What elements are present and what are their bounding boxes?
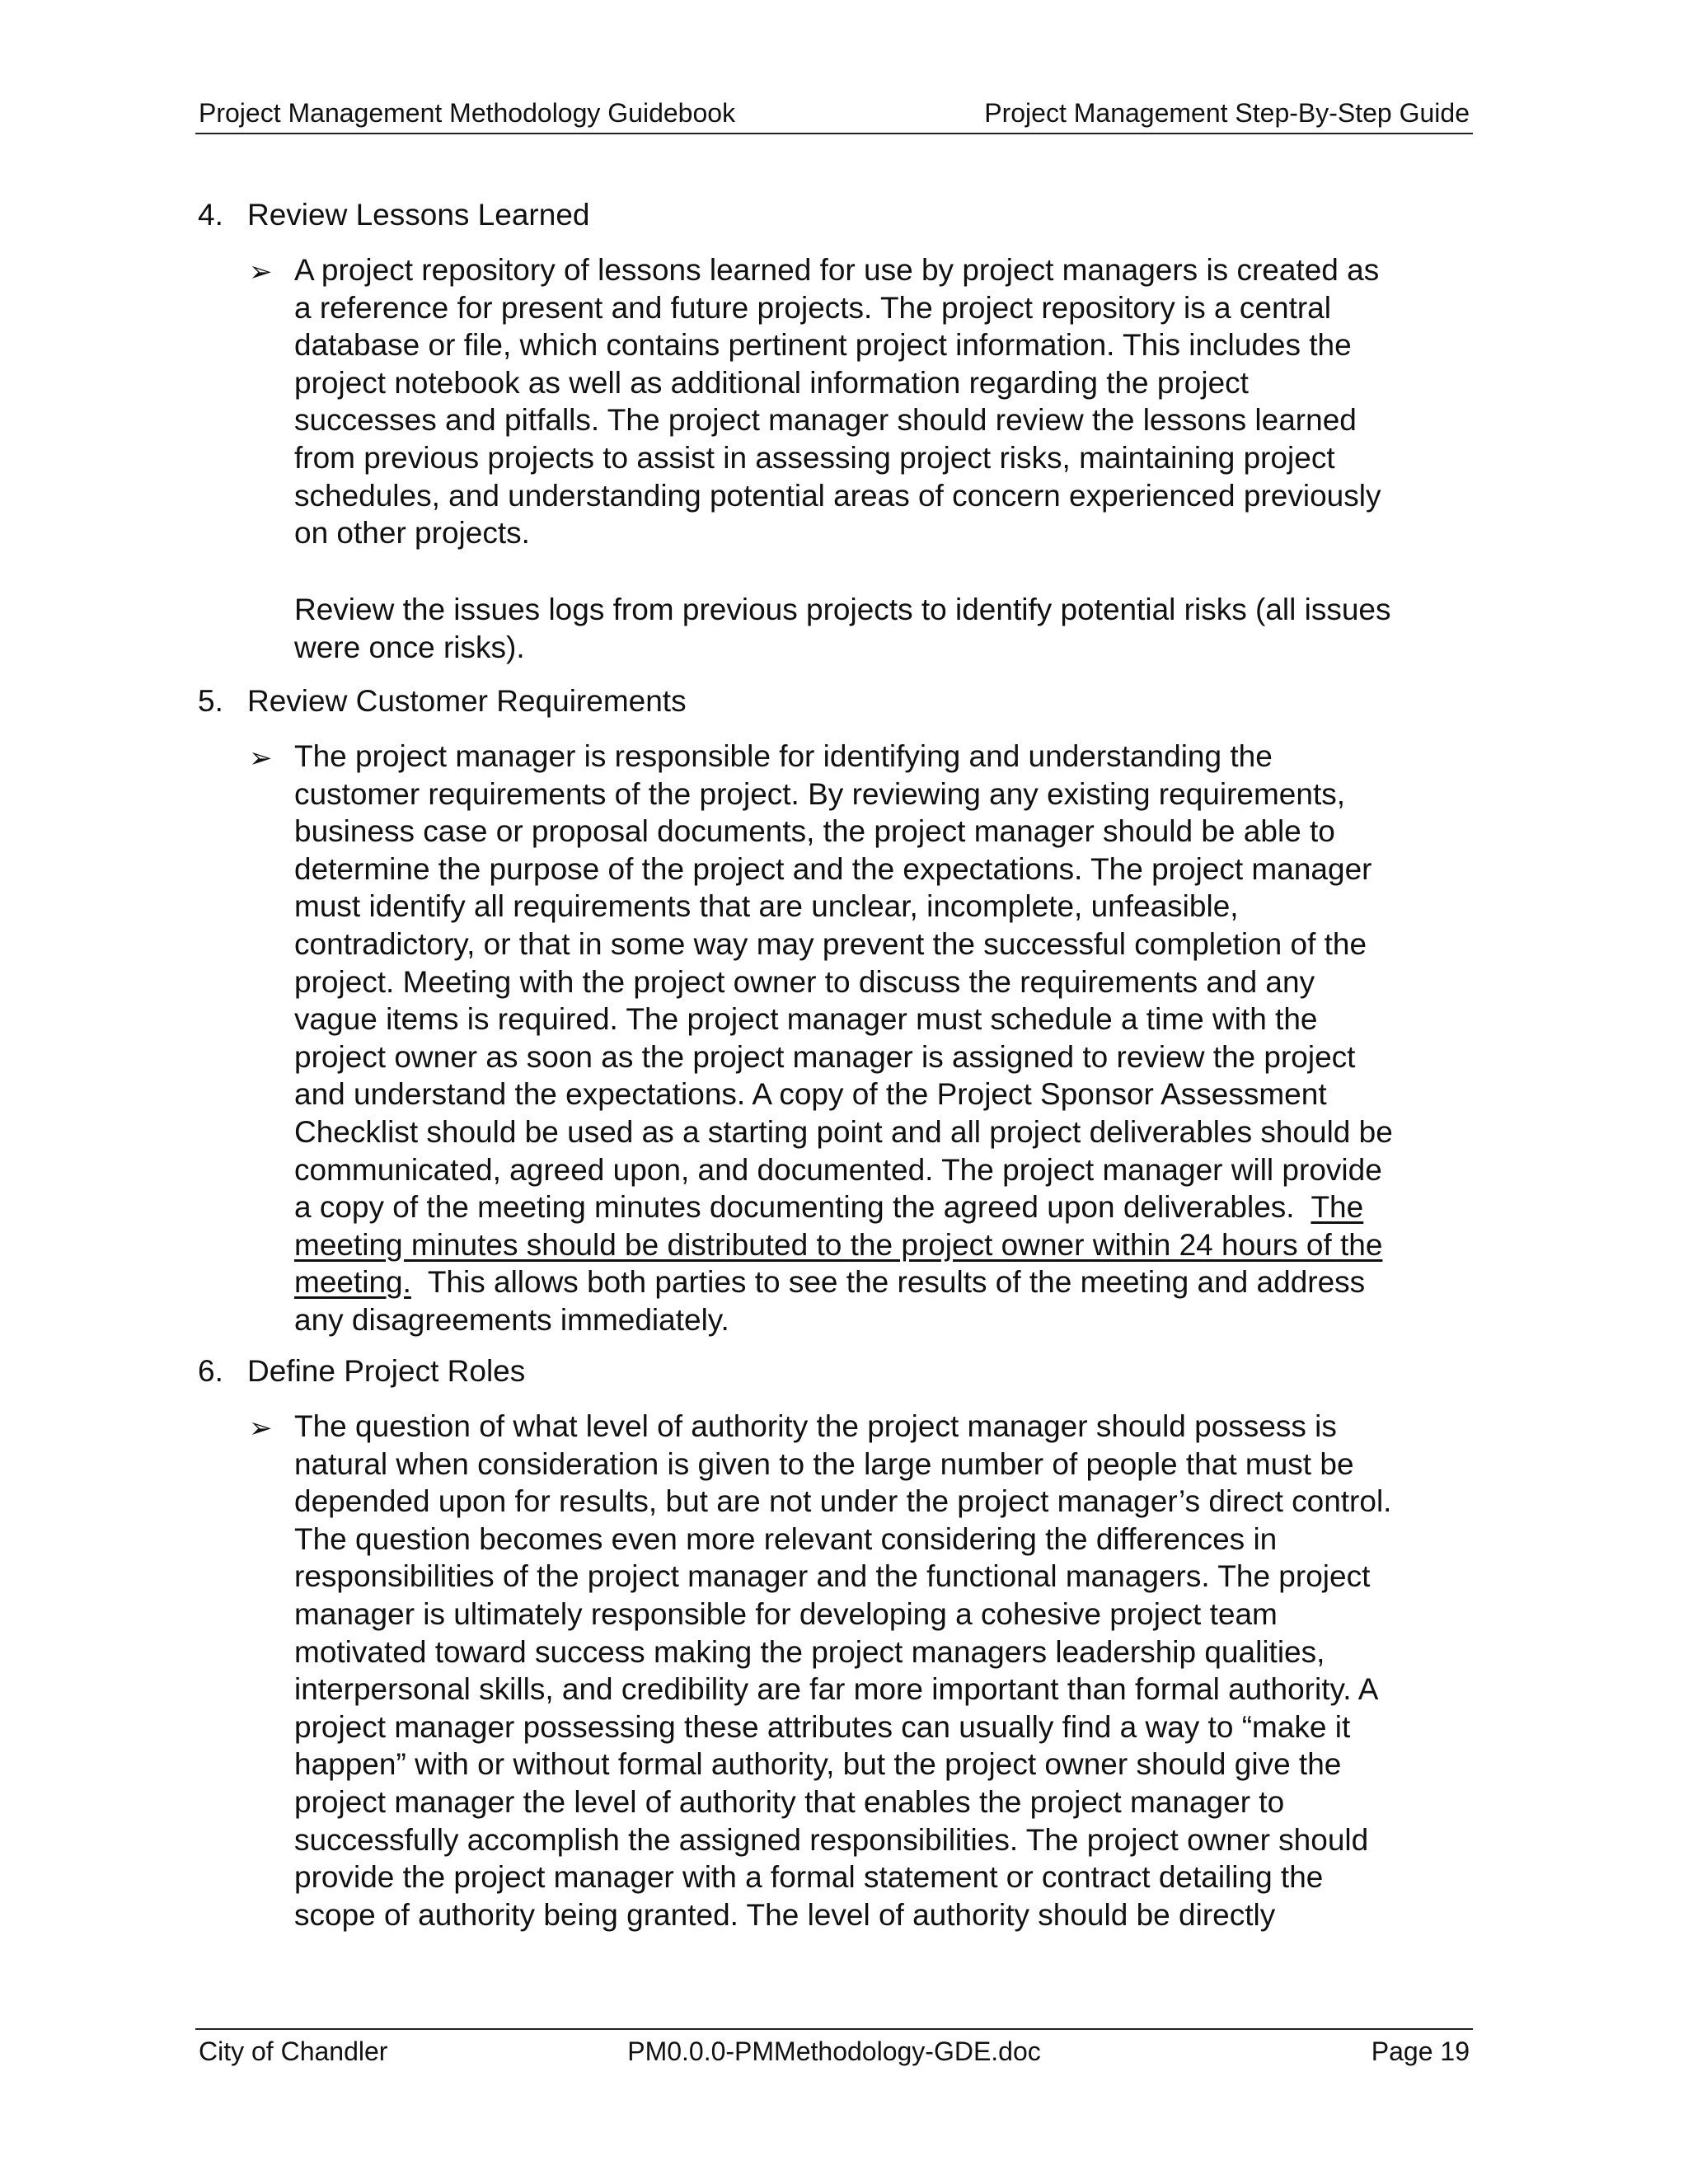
section-6-heading: [198, 1352, 525, 1390]
text-line: responsibilities of the project manager and the functional managers. The project: [294, 1559, 1371, 1594]
section-4-paragraph-2: [294, 591, 1481, 666]
text-line: The question of what level of authority the project manager should possess is: [294, 1409, 1337, 1443]
text-line: business case or proposal documents, the project manager should be able to: [294, 814, 1335, 849]
text-line: project manager possessing these attributes can usually find a way to “make it: [294, 1709, 1351, 1744]
text-line: schedules, and understanding potential areas of concern experienced previously: [294, 478, 1381, 513]
text-line: project manager the level of authority that enables the project manager to: [294, 1784, 1285, 1819]
text-line: happen” with or without formal authority, but the project owner should give the: [294, 1747, 1342, 1782]
text-line: from previous projects to assist in assessing project risks, maintaining project: [294, 440, 1335, 475]
text-line: scope of authority being granted. The level of authority should be directly: [294, 1897, 1276, 1932]
section-5-heading: [198, 682, 687, 720]
header-left-title: Project Management Methodology Guidebook: [199, 98, 736, 128]
section-6-paragraph-1: [294, 1408, 1481, 1933]
section-6-number: 6.: [198, 1354, 223, 1388]
section-6-title: Define Project Roles: [247, 1354, 526, 1388]
text-line: project owner as soon as the project manager is assigned to review the project: [294, 1039, 1356, 1074]
section-5-paragraph-1: [294, 738, 1481, 1339]
text-line: on other projects.: [294, 516, 530, 551]
text-line: and understand the expectations. A copy of the Project Sponsor Assessment: [294, 1077, 1327, 1112]
text-line: any disagreements immediately.: [294, 1302, 729, 1337]
section-4-number: 4.: [198, 198, 223, 232]
header-right-title: Project Management Step-By-Step Guide: [984, 98, 1470, 128]
text-line: must identify all requirements that are unclear, incomplete, unfeasible,: [294, 889, 1239, 924]
text-line: vague items is required. The project manager must schedule a time with the: [294, 1002, 1318, 1037]
text-line: natural when consideration is given to the large number of people that must be: [294, 1446, 1354, 1481]
text-line: The question becomes even more relevant considering the differences in: [294, 1521, 1278, 1556]
section-4-paragraph-1: [294, 251, 1481, 552]
text-line: contradictory, or that in some way may prevent the successful completion of the: [294, 926, 1367, 961]
text-line: Checklist should be used as a starting point and all project deliverables should be: [294, 1114, 1393, 1149]
section-5-title: Review Customer Requirements: [247, 684, 687, 718]
section-4-heading: [198, 196, 589, 234]
section-4-bullet-arrow-icon: ➢: [249, 256, 273, 288]
footer-page-number: Page 19: [1371, 2036, 1470, 2066]
text-line: [294, 1226, 1481, 1264]
text-line: depended upon for results, but are not under the project manager’s direct control.: [294, 1484, 1392, 1519]
footer-filename: PM0.0.0-PMMethodology-GDE.doc: [627, 2036, 1041, 2066]
text-line: motivated toward success making the project managers leadership qualities,: [294, 1634, 1325, 1669]
text-line: successfully accomplish the assigned responsibilities. The project owner should: [294, 1822, 1369, 1857]
text-line: interpersonal skills, and credibility are far more important than formal authority. A: [294, 1672, 1379, 1707]
text-line: provide the project manager with a formal statement or contract detailing the: [294, 1860, 1324, 1895]
text-line: [294, 1263, 1481, 1301]
text-line: customer requirements of the project. By reviewing any existing requirements,: [294, 776, 1346, 811]
text-line: A project repository of lessons learned for use by project managers is created as: [294, 253, 1380, 287]
text-line: determine the purpose of the project and the expectations. The project manager: [294, 851, 1372, 886]
text-line: [294, 1188, 1481, 1226]
text-line: project notebook as well as additional information regarding the project: [294, 365, 1249, 400]
underlined-text: meeting minutes should be distributed to the project owner within 24 hours of the: [294, 1227, 1383, 1262]
underlined-text: The: [1311, 1190, 1364, 1225]
text-line: communicated, agreed upon, and documented. The project manager will provide: [294, 1152, 1382, 1187]
section-5-bullet-arrow-icon: ➢: [249, 743, 273, 774]
text-line: a reference for present and future projects. The project repository is a central: [294, 290, 1331, 325]
text-line: Review the issues logs from previous projects to identify potential risks (all issues: [294, 593, 1391, 626]
text-plain: This allows both parties to see the results of the meeting and address: [410, 1265, 1366, 1300]
text-line: successes and pitfalls. The project manager should review the lessons learned: [294, 403, 1357, 438]
text-line: database or file, which contains pertinent project information. This includes the: [294, 328, 1352, 363]
page-header: [195, 95, 1473, 134]
footer-organization: City of Chandler: [199, 2036, 388, 2066]
section-4-title: Review Lessons Learned: [247, 198, 590, 232]
text-line: were once risks).: [294, 630, 525, 664]
page-footer: [195, 2028, 1473, 2068]
section-5-number: 5.: [198, 684, 223, 718]
text-plain: a copy of the meeting minutes documenting the agreed upon deliverables.: [294, 1190, 1311, 1225]
text-line: The project manager is responsible for identifying and understanding the: [294, 739, 1273, 773]
text-line: manager is ultimately responsible for developing a cohesive project team: [294, 1596, 1278, 1631]
text-line: project. Meeting with the project owner to discuss the requirements and any: [294, 964, 1315, 999]
underlined-text: meeting.: [294, 1265, 411, 1300]
section-6-bullet-arrow-icon: ➢: [249, 1413, 273, 1444]
